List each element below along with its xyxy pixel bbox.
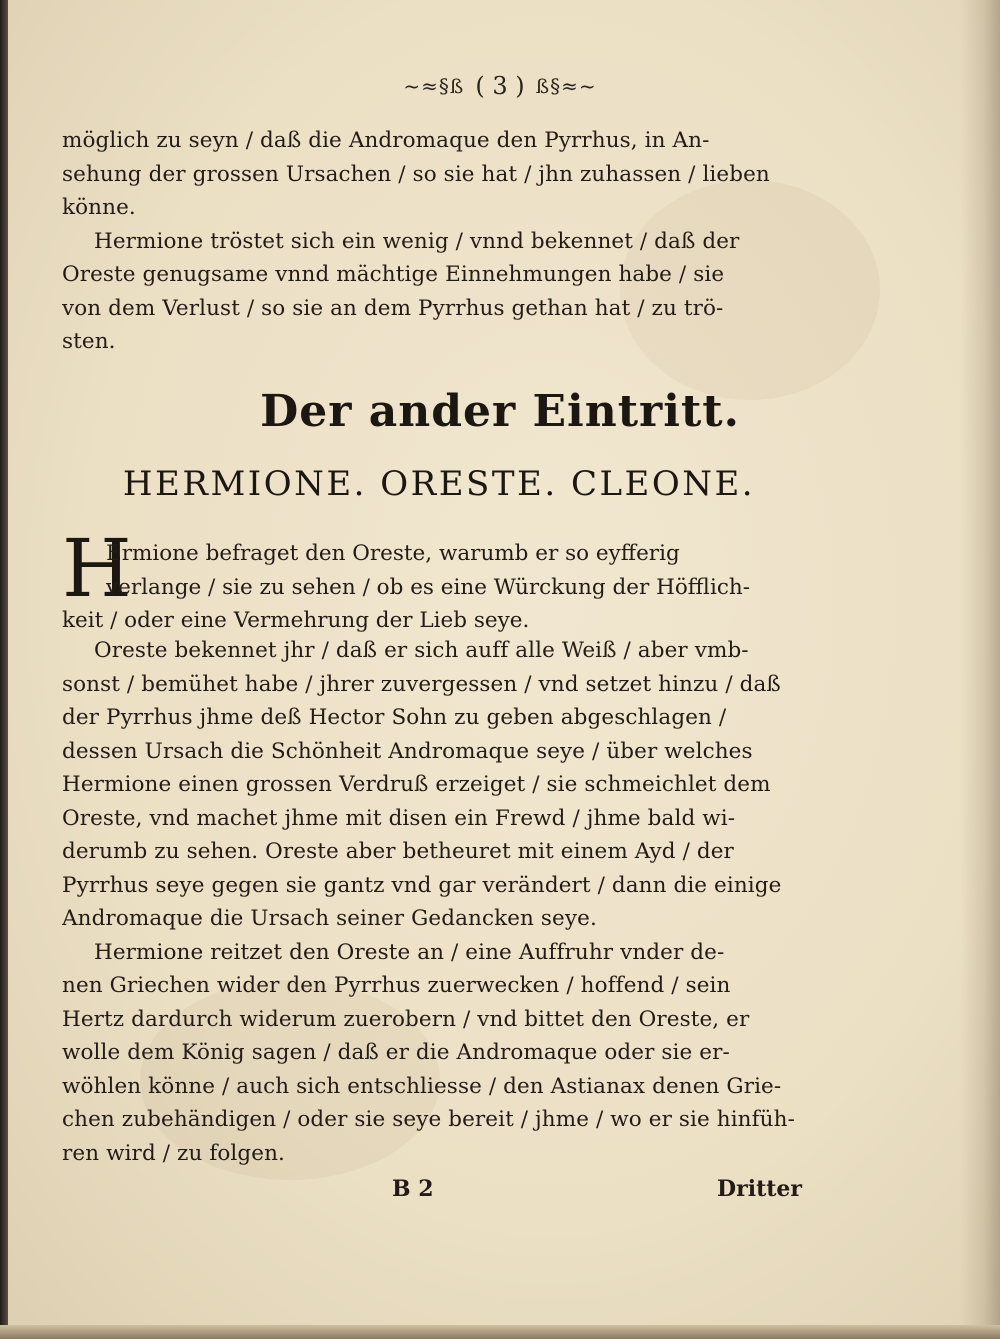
text-line: Hermione einen grossen Verdruß erzeiget / sie schmeichlet dem (62, 772, 771, 797)
text-line: von dem Verlust / so sie an dem Pyrrhus gethan hat / zu trö- (62, 295, 724, 321)
text-line: wöhlen könne / auch sich entschliesse / den Astianax denen Grie- (62, 1073, 782, 1099)
page-number: ( 3 ) (475, 72, 525, 100)
text-line: Hermione tröstet sich ein wenig / vnnd bekennet / daß der (94, 228, 740, 254)
signature-mark: B 2 (392, 1176, 434, 1202)
text-line: chen zubehändigen / oder sie seye bereit / jhme / wo er sie hinfüh- (62, 1107, 795, 1132)
text-line: Oreste genugsame vnnd mächtige Einnehmungen habe / sie (62, 262, 725, 287)
text-line: Hermione reitzet den Oreste an / eine Auffruhr vnder de- (94, 939, 725, 965)
intro-paragraphs (62, 124, 822, 359)
text-line: möglich zu seyn / daß die Andromaque den Pyrrhus, in An- (62, 128, 710, 153)
page-gutter-shadow (0, 0, 8, 1339)
text-line: wolle dem König sagen / daß er die Andromaque oder sie er- (62, 1040, 730, 1065)
page-footer (62, 1176, 802, 1212)
page-edge-shadow (960, 0, 1000, 1339)
text-line: Andromaque die Ursach seiner Gedancken seye. (62, 906, 597, 931)
text-line: sten. (62, 329, 116, 354)
drop-cap: H (62, 522, 132, 615)
header-ornament-left: ~≈§ß (403, 74, 465, 98)
cast-list: HERMIONE. ORESTE. CLEONE. (122, 464, 756, 504)
first-paragraph (62, 537, 822, 638)
text-line: sehung der grossen Ursachen / so sie hat / jhn zuhassen / lieben (62, 161, 770, 187)
text-line: verlange / sie zu sehen / ob es eine Würckung der Höfflich- (106, 574, 750, 600)
text-line: Hertz dardurch widerum zuerobern / vnd bittet den Oreste, er (62, 1006, 750, 1032)
text-line: Oreste bekennet jhr / daß er sich auff alle Weiß / aber vmb- (94, 638, 749, 663)
text-line: der Pyrrhus jhme deß Hector Sohn zu geben abgeschlagen / (62, 705, 727, 730)
catchword: Dritter (717, 1176, 802, 1202)
running-head (0, 72, 1000, 100)
text-line: Pyrrhus seye gegen sie gantz vnd gar verändert / dann die einige (62, 872, 782, 898)
text-line: Ermione befraget den Oreste, warumb er so eyfferig (106, 541, 680, 566)
text-line: sonst / bemühet habe / jhrer zuvergessen / vnd setzet hinzu / daß (62, 671, 781, 697)
text-line: keit / oder eine Vermehrung der Lieb seye. (62, 608, 530, 633)
body-paragraphs (62, 634, 822, 1170)
section-title: Der ander Eintritt. (260, 386, 740, 437)
text-line: ren wird / zu folgen. (62, 1140, 285, 1166)
text-line: könne. (62, 195, 136, 220)
page-bottom-edge (0, 1325, 1000, 1339)
header-ornament-right: ß§≈~ (535, 74, 597, 98)
text-line: nen Griechen wider den Pyrrhus zuerwecken / hoffend / sein (62, 973, 731, 998)
text-line: derumb zu sehen. Oreste aber betheuret mit einem Ayd / der (62, 839, 734, 864)
text-line: Oreste, vnd machet jhme mit disen ein Frewd / jhme bald wi- (62, 805, 736, 831)
text-line: dessen Ursach die Schönheit Andromaque seye / über welches (62, 738, 753, 764)
